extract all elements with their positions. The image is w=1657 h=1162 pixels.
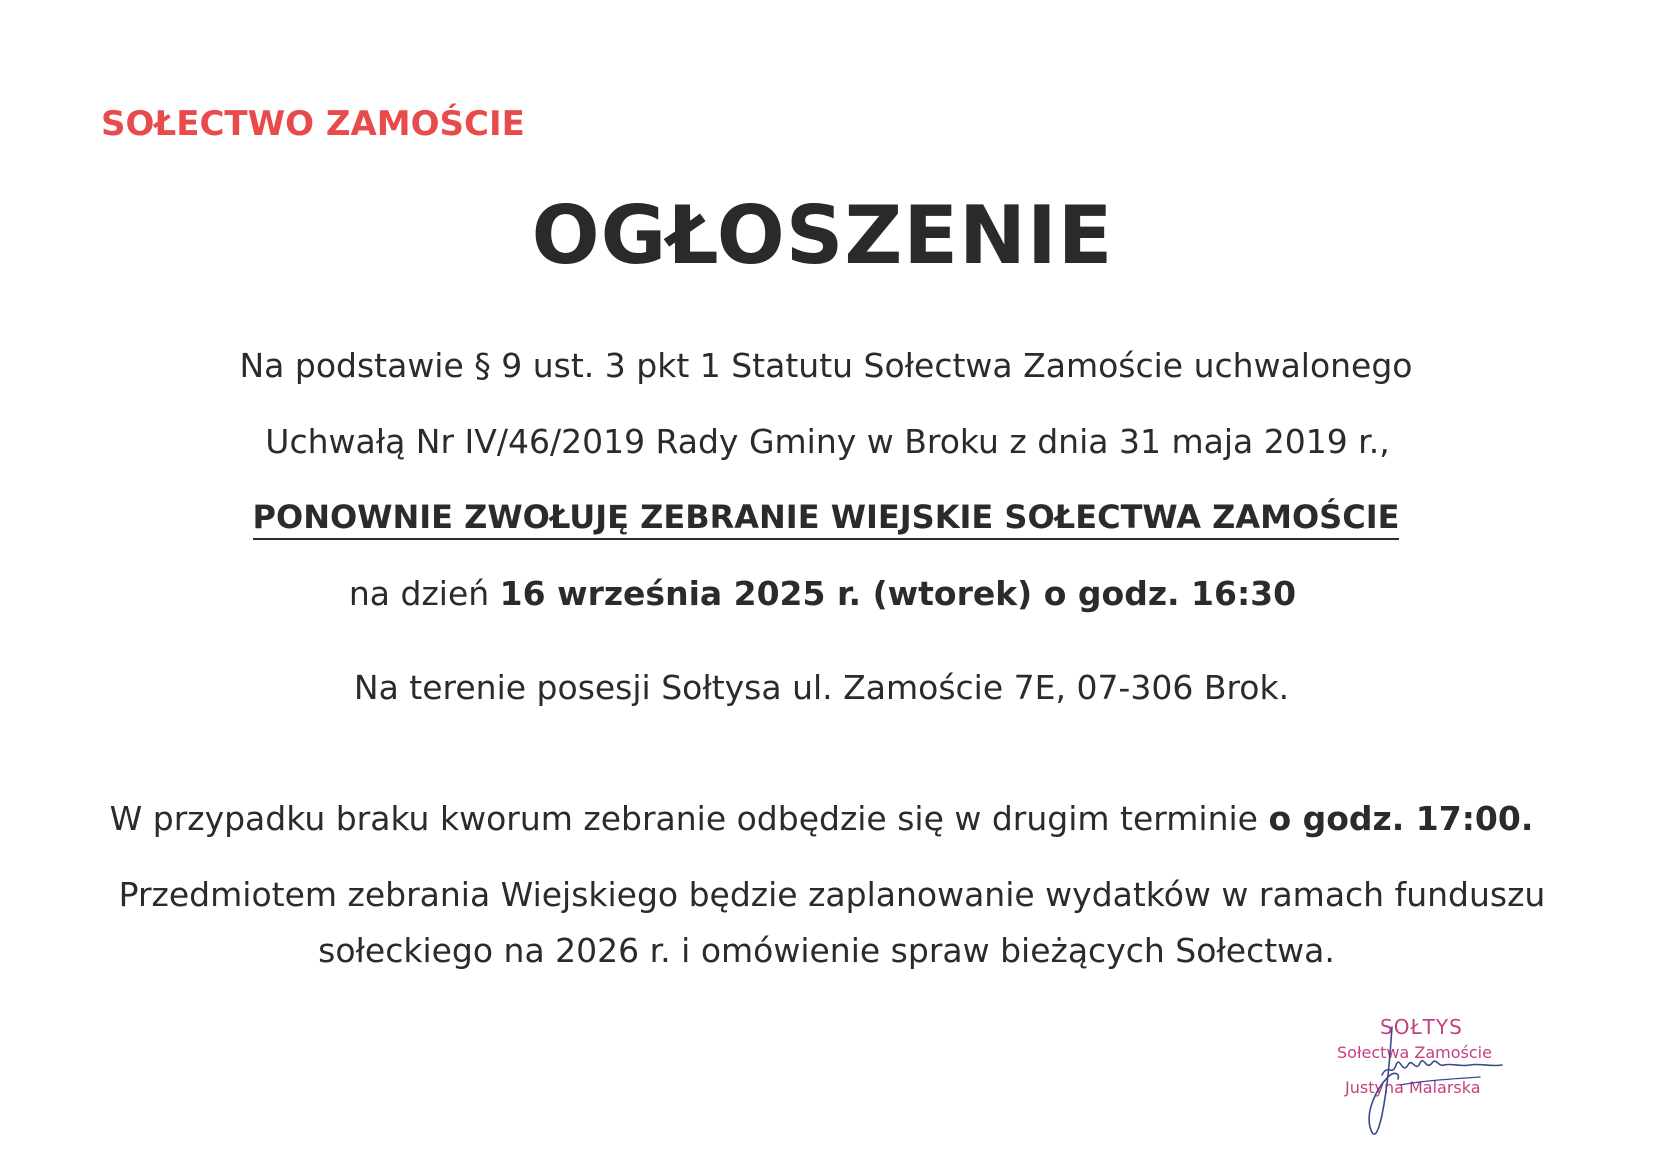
agenda-line-2: sołeckiego na 2026 r. i omówienie spraw bieżących Sołectwa.	[318, 931, 1335, 970]
stamp-name: Justyna Malarska	[1345, 1078, 1481, 1097]
organization-header: SOŁECTWO ZAMOŚCIE	[101, 104, 525, 144]
meeting-date-prefix: na dzień	[348, 574, 500, 613]
handwritten-signature	[1330, 1015, 1530, 1145]
convocation-heading-text: PONOWNIE ZWOŁUJĘ ZEBRANIE WIEJSKIE SOŁECTWA ZAMOŚCIE	[253, 498, 1400, 540]
second-term-prefix: W przypadku braku kworum zebranie odbędzie się w drugim terminie	[109, 799, 1269, 838]
second-term-line	[0, 799, 1657, 839]
soltys-stamp	[1330, 1015, 1530, 1145]
second-term-time: o godz. 17:00.	[1268, 799, 1534, 838]
agenda-line-1: Przedmiotem zebrania Wiejskiego będzie zaplanowanie wydatków w ramach funduszu	[118, 875, 1546, 914]
convocation-heading	[0, 498, 1657, 536]
legal-basis-line-1: Na podstawie § 9 ust. 3 pkt 1 Statutu Sołectwa Zamoście uchwalonego	[239, 346, 1413, 385]
document-title: OGŁOSZENIE	[531, 189, 1114, 282]
stamp-organization: Sołectwa Zamoście	[1337, 1043, 1492, 1062]
meeting-date: 16 września 2025 r. (wtorek) o godz. 16:30	[499, 574, 1297, 613]
legal-basis-line-2: Uchwałą Nr IV/46/2019 Rady Gminy w Broku z dnia 31 maja 2019 r.,	[265, 422, 1390, 461]
meeting-date-line	[0, 574, 1657, 614]
meeting-location: Na terenie posesji Sołtysa ul. Zamoście 7E, 07-306 Brok.	[353, 668, 1290, 707]
stamp-title: SOŁTYS	[1380, 1015, 1463, 1039]
